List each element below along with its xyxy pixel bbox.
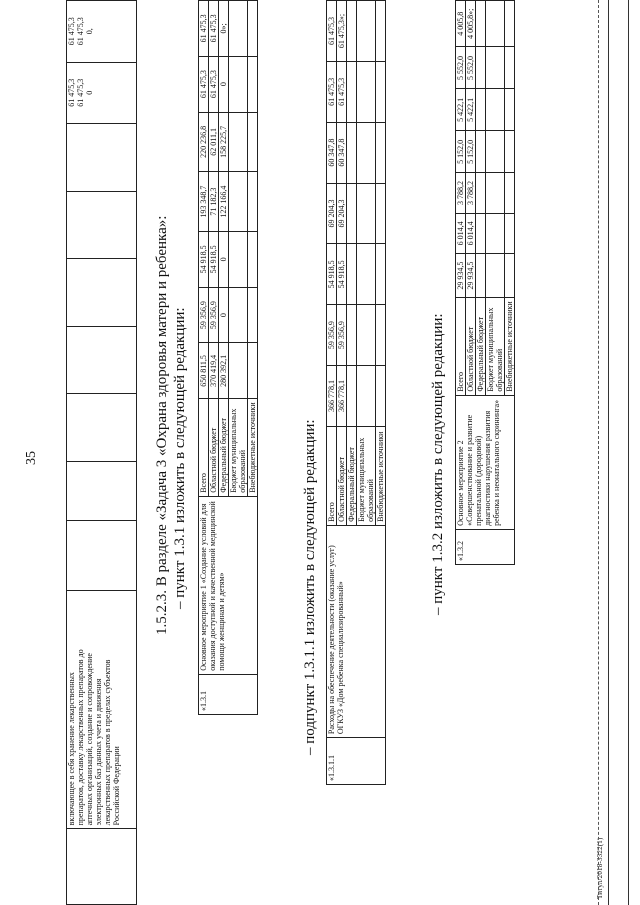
value-cell: 3 788,2 bbox=[456, 173, 466, 213]
source-label: Федеральный бюджет bbox=[476, 298, 486, 395]
value-cell: 61 475,3 bbox=[337, 61, 347, 122]
value-cell: 61 475,3 61 475,3 0 bbox=[67, 62, 137, 123]
value-cell: 5 152,0 bbox=[466, 131, 476, 173]
value-cell: 61 475,3 bbox=[209, 1, 219, 57]
description-line: включающее в себя хранение лекарственных bbox=[67, 672, 76, 826]
source-label: Внебюджетные источники bbox=[376, 426, 386, 525]
page-number: 35 bbox=[24, 451, 39, 465]
value-cell: 220 236,8 bbox=[199, 112, 209, 172]
empty-cell bbox=[67, 461, 137, 520]
source-label: Бюджет муниципальных образований bbox=[229, 399, 248, 496]
value-cell: 0 bbox=[219, 56, 229, 112]
margin-rule bbox=[628, 0, 629, 905]
value-cell: 6 014,4 bbox=[466, 213, 476, 253]
value-cell: 60 347,8 bbox=[327, 122, 337, 183]
row-code: «1.3.1 bbox=[199, 674, 258, 714]
value-cell: 29 934,5 bbox=[456, 254, 466, 298]
value-cell: 54 918,5 bbox=[199, 231, 209, 287]
description-line: препаратов, доставку лекарственных препаратов до bbox=[76, 649, 85, 826]
empty-cell bbox=[67, 521, 137, 591]
value-cell: 0 bbox=[219, 287, 229, 343]
value-cell: 122 166,4 bbox=[219, 172, 229, 232]
value-cell: 61 475,3 61 475,3 0, bbox=[67, 1, 137, 63]
value-cell: 3 788,2 bbox=[466, 173, 476, 213]
source-label: Всего bbox=[456, 298, 466, 395]
value-cell: 29 934,5 bbox=[466, 254, 476, 298]
value-cell: 61 475,3 bbox=[327, 1, 337, 62]
value-cell: 5 552,0 bbox=[466, 47, 476, 89]
table-1-3-1-1 bbox=[326, 0, 386, 785]
source-label: Всего bbox=[327, 426, 337, 525]
value-cell: 59 356,9 bbox=[337, 305, 347, 366]
row-code: «1.3.2 bbox=[456, 529, 515, 564]
source-label: Внебюджетные источники bbox=[505, 298, 515, 395]
measure-description: Расходы на обеспечение деятельности (оказание услуг) ОГКУЗ «Дом ребенка специализированный» bbox=[327, 525, 386, 737]
empty-cell bbox=[67, 259, 137, 327]
value-cell: 59 356,9 bbox=[327, 305, 337, 366]
empty-cell bbox=[67, 191, 137, 259]
value-cell: 60 347,8 bbox=[337, 122, 347, 183]
instruction-p131: – пункт 1.3.1 изложить в следующей редакции: bbox=[172, 307, 188, 609]
instruction-p132: – пункт 1.3.2 изложить в следующей редакции: bbox=[430, 313, 446, 615]
value-cell: 61 475,3 bbox=[199, 1, 209, 57]
source-label: Бюджет муниципальных образований bbox=[357, 426, 376, 525]
document-code: Титул/2018-3322(1) bbox=[596, 837, 604, 899]
value-cell: 5 422,1 bbox=[456, 89, 466, 131]
value-cell: 69 204,3 bbox=[337, 183, 347, 244]
measure-description: Основное мероприятие 1 «Создание условий для оказания доступной и качественной медицинской помощи женщинам и детям» bbox=[199, 496, 258, 674]
empty-cell bbox=[67, 394, 137, 462]
value-cell: 650 811,5 bbox=[199, 343, 209, 399]
empty-cell bbox=[67, 326, 137, 394]
value-cell: 62 011,1 bbox=[209, 112, 219, 172]
source-label: Всего bbox=[199, 399, 209, 496]
value-cell: 54 918,5 bbox=[209, 231, 219, 287]
value-cell: 370 419,4 bbox=[209, 343, 219, 399]
source-label: Федеральный бюджет bbox=[347, 426, 357, 525]
table-continuation bbox=[66, 0, 137, 905]
source-label: Бюджет муниципальных образований bbox=[486, 298, 505, 395]
section-heading: 1.5.2.3. В разделе «Задача 3 «Охрана здоровья матери и ребенка»: bbox=[154, 215, 170, 635]
description-line: лекарственных препаратов в пределах субъектов bbox=[103, 659, 112, 826]
value-cell: 366 778,1 bbox=[337, 366, 347, 427]
value-cell: 5 152,0 bbox=[456, 131, 466, 173]
value-cell: 158 225,7 bbox=[219, 112, 229, 172]
value-cell: 0»; bbox=[219, 1, 229, 57]
source-label: Областной бюджет bbox=[466, 298, 476, 395]
description-line: Российской Федерации bbox=[112, 746, 121, 826]
empty-cell bbox=[67, 829, 137, 905]
source-label: Областной бюджет bbox=[209, 399, 219, 496]
description-line: электронных баз данных учета и движения bbox=[94, 678, 103, 826]
value-cell: 61 475,3 bbox=[199, 56, 209, 112]
source-label: Федеральный бюджет bbox=[219, 399, 229, 496]
value-cell: 5 422,1 bbox=[466, 89, 476, 131]
value-cell: 61 475,3 bbox=[209, 56, 219, 112]
value-cell: 366 778,1 bbox=[327, 366, 337, 427]
source-label: Внебюджетные источники bbox=[248, 399, 258, 496]
value-cell: 193 348,7 bbox=[199, 172, 209, 232]
value-cell: 61 475,3»; bbox=[337, 1, 347, 62]
measure-description: Основное мероприятие 2 «Совершенствование и развитие пренатальной (дородовой) диагностики нарушения развития ребенка и неонатального скрининга» bbox=[456, 395, 515, 529]
empty-cell bbox=[67, 124, 137, 192]
value-cell: 4 005,8»; bbox=[466, 1, 476, 47]
value-cell: 59 356,9 bbox=[209, 287, 219, 343]
value-cell: 5 552,0 bbox=[456, 47, 466, 89]
source-label: Областной бюджет bbox=[337, 426, 347, 525]
value-cell: 54 918,5 bbox=[337, 244, 347, 305]
value-cell: 59 356,9 bbox=[199, 287, 209, 343]
value-cell: 69 204,3 bbox=[327, 183, 337, 244]
value-cell: 54 918,5 bbox=[327, 244, 337, 305]
value-cell: 0 bbox=[219, 231, 229, 287]
description-line: аптечных организаций, создание и сопровождение bbox=[85, 653, 94, 826]
scan-artifact-line bbox=[598, 0, 599, 905]
value-cell: 71 182,3 bbox=[209, 172, 219, 232]
measure-description bbox=[67, 590, 137, 829]
margin-rule bbox=[608, 0, 609, 905]
value-cell: 4 005,8 bbox=[456, 1, 466, 47]
value-cell: 6 014,4 bbox=[456, 213, 466, 253]
value-cell: 61 475,3 bbox=[327, 61, 337, 122]
value-cell: 280 392,1 bbox=[219, 343, 229, 399]
instruction-p1311: – подпункт 1.3.1.1 изложить в следующей редакции: bbox=[302, 419, 318, 755]
table-1-3-1 bbox=[198, 0, 258, 715]
row-code: «1.3.1.1 bbox=[327, 738, 386, 785]
table-1-3-2 bbox=[455, 0, 515, 565]
